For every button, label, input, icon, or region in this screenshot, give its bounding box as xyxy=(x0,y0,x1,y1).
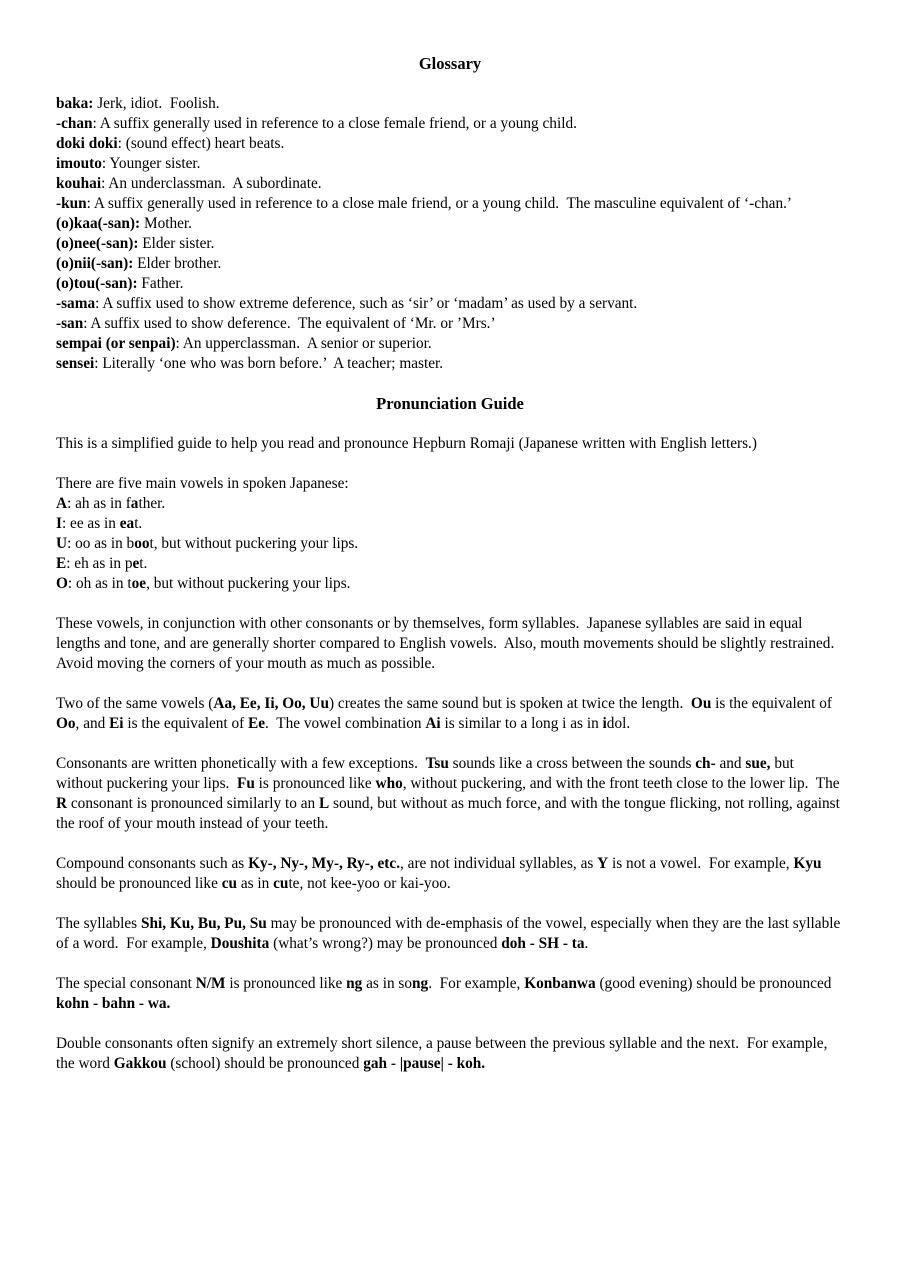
bold-text: gah - |pause| - koh. xyxy=(363,1055,486,1072)
bold-text: (o)nee(-san): xyxy=(56,235,139,252)
glossary-heading: Glossary xyxy=(418,54,482,73)
bold-text: a xyxy=(130,495,139,512)
bold-text: Tsu xyxy=(425,755,449,772)
bold-text: Doushita xyxy=(210,935,270,952)
glossary-entry xyxy=(56,194,844,214)
glossary-entry xyxy=(56,354,844,374)
text-line xyxy=(56,614,844,674)
bold-text: kohn - bahn - wa. xyxy=(56,995,171,1012)
plain-text: ) creates the same sound but is spoken at twice the length. xyxy=(328,695,691,712)
bold-text: sempai (or senpai) xyxy=(56,335,176,352)
plain-text: is the equivalent of xyxy=(123,715,249,732)
plain-text: There are five main vowels in spoken Japanese: xyxy=(56,475,349,492)
bold-text: I xyxy=(56,515,62,532)
plain-text: : An underclassman. A subordinate. xyxy=(101,175,322,192)
plain-text: : eh as in p xyxy=(66,555,133,572)
plain-text: is not a vowel. For example, xyxy=(608,855,794,872)
bold-text: cu xyxy=(273,875,289,892)
bold-text: e xyxy=(132,555,140,572)
bold-text: cu xyxy=(221,875,237,892)
text-line xyxy=(56,854,844,894)
plain-text: : ah as in f xyxy=(67,495,131,512)
plain-text: as in xyxy=(237,875,274,892)
bold-text: O xyxy=(56,575,68,592)
paragraph xyxy=(56,614,844,674)
plain-text: is pronounced like xyxy=(225,975,347,992)
bold-text: -kun xyxy=(56,195,87,212)
text-line xyxy=(56,754,844,834)
plain-text: These vowels, in conjunction with other consonants or by themselves, form syllables. Japanese syllables are said in equal lengths and tone, and are generally shorter compared to English vowels. Also, mouth movements should be slightly restrained. Avoid moving the corners of your mouth as much as possible. xyxy=(56,615,842,672)
bold-text: Fu xyxy=(237,775,255,792)
bold-text: oo xyxy=(134,535,150,552)
bold-text: Shi, Ku, Bu, Pu, Su xyxy=(140,915,267,932)
bold-text: Ou xyxy=(690,695,712,712)
paragraph xyxy=(56,914,844,954)
bold-text: R xyxy=(56,795,68,812)
glossary-entries xyxy=(56,94,844,374)
glossary-entry xyxy=(56,274,844,294)
plain-text: (good evening) should be pronounced xyxy=(595,975,836,992)
plain-text: ther. xyxy=(138,495,166,512)
glossary-entry xyxy=(56,114,844,134)
glossary-entry xyxy=(56,254,844,274)
bold-text: (o)kaa(-san): xyxy=(56,215,141,232)
bold-text: (o)nii(-san): xyxy=(56,255,134,272)
plain-text: The syllables xyxy=(56,915,141,932)
plain-text: Father. xyxy=(137,275,184,292)
glossary-entry xyxy=(56,134,844,154)
bold-text: doh - SH - ta xyxy=(501,935,585,952)
glossary-entry xyxy=(56,314,844,334)
plain-text: : (sound effect) heart beats. xyxy=(117,135,285,152)
plain-text: : A suffix used to show deference. The equivalent of ‘Mr. or ’Mrs.’ xyxy=(83,315,496,332)
text-line xyxy=(56,474,844,494)
plain-text: : Literally ‘one who was born before.’ A teacher; master. xyxy=(94,355,444,372)
bold-text: Ai xyxy=(425,715,441,732)
bold-text: Ee xyxy=(248,715,266,732)
plain-text: , and xyxy=(75,715,110,732)
plain-text: Consonants are written phonetically with a few exceptions. xyxy=(56,755,426,772)
plain-text: sounds like a cross between the sounds xyxy=(448,755,696,772)
paragraph xyxy=(56,974,844,1014)
bold-text: baka: xyxy=(56,95,94,112)
bold-text: Aa, Ee, Ii, Oo, Uu xyxy=(213,695,329,712)
bold-text: -sama xyxy=(56,295,96,312)
bold-text: ng xyxy=(412,975,429,992)
bold-text: N/M xyxy=(195,975,226,992)
text-line xyxy=(56,974,844,1014)
bold-text: Ei xyxy=(109,715,124,732)
bold-text: imouto xyxy=(56,155,102,172)
plain-text: t. xyxy=(134,515,143,532)
pronunciation-heading: Pronunciation Guide xyxy=(376,394,524,413)
bold-text: Oo xyxy=(56,715,76,732)
paragraph xyxy=(56,1034,844,1074)
text-line xyxy=(56,914,844,954)
plain-text: . For example, xyxy=(428,975,525,992)
bold-text: -san xyxy=(56,315,84,332)
plain-text: . xyxy=(584,935,589,952)
plain-text: : A suffix generally used in reference to a close male friend, or a young child. The masculine equivalent of ‘-chan.’ xyxy=(86,195,793,212)
text-line xyxy=(56,1034,844,1074)
plain-text: The special consonant xyxy=(56,975,196,992)
bold-text: (o)tou(-san): xyxy=(56,275,138,292)
plain-text: : oo as in b xyxy=(67,535,135,552)
glossary-entry xyxy=(56,234,844,254)
plain-text: may be pronounced with de-emphasis of the vowel, especially when they are the last syllable of a word. For example, xyxy=(56,915,845,952)
bold-text: L xyxy=(319,795,330,812)
bold-text: Gakkou xyxy=(113,1055,167,1072)
plain-text: , but without puckering your lips. xyxy=(146,575,351,592)
plain-text: t. xyxy=(139,555,148,572)
plain-text: : An upperclassman. A senior or superior. xyxy=(175,335,432,352)
bold-text: oe xyxy=(131,575,147,592)
bold-text: kouhai xyxy=(56,175,102,192)
plain-text: : Younger sister. xyxy=(101,155,201,172)
plain-text: should be pronounced like xyxy=(56,855,826,892)
glossary-entry xyxy=(56,334,844,354)
plain-text: : ee as in xyxy=(61,515,120,532)
plain-text: , are not individual syllables, as xyxy=(400,855,598,872)
text-line xyxy=(56,494,844,514)
plain-text: : oh as in t xyxy=(67,575,132,592)
paragraph xyxy=(56,754,844,834)
bold-text: Y xyxy=(597,855,609,872)
glossary-entry xyxy=(56,294,844,314)
plain-text: and xyxy=(715,755,746,772)
plain-text: : A suffix generally used in reference to a close female friend, or a young child. xyxy=(92,115,577,132)
bold-text: U xyxy=(56,535,68,552)
plain-text: Compound consonants such as xyxy=(56,855,249,872)
plain-text: te, not kee-yoo or kai-yoo. xyxy=(288,875,451,892)
glossary-entry xyxy=(56,214,844,234)
bold-text: E xyxy=(56,555,67,572)
bold-text: who xyxy=(375,775,403,792)
plain-text: sound, but without as much force, and with the tongue flicking, not rolling, against the roof of your mouth instead of your teeth. xyxy=(56,795,844,832)
plain-text: Elder sister. xyxy=(138,235,215,252)
bold-text: ea xyxy=(119,515,135,532)
glossary-entry xyxy=(56,154,844,174)
text-line xyxy=(56,514,844,534)
text-line xyxy=(56,534,844,554)
plain-text: Mother. xyxy=(140,215,192,232)
plain-text: is the equivalent of xyxy=(711,695,836,712)
plain-text: This is a simplified guide to help you read and pronounce Hepburn Romaji (Japanese written with English letters.) xyxy=(56,435,757,452)
paragraph xyxy=(56,854,844,894)
glossary-entry xyxy=(56,94,844,114)
plain-text: t, but without puckering your lips. xyxy=(149,535,359,552)
paragraph xyxy=(56,474,844,594)
plain-text: Jerk, idiot. Foolish. xyxy=(93,95,220,112)
bold-text: Ky-, Ny-, My-, Ry-, etc. xyxy=(248,855,401,872)
plain-text: is pronounced like xyxy=(254,775,376,792)
bold-text: i xyxy=(602,715,607,732)
plain-text: dol. xyxy=(606,715,631,732)
bold-text: doki doki xyxy=(56,135,118,152)
plain-text: : A suffix used to show extreme deference, such as ‘sir’ or ‘madam’ as used by a servant. xyxy=(95,295,638,312)
pronunciation-paragraphs xyxy=(56,434,844,1074)
bold-text: sensei xyxy=(56,355,95,372)
bold-text: -chan xyxy=(56,115,93,132)
text-line xyxy=(56,694,844,734)
text-line xyxy=(56,574,844,594)
bold-text: Konbanwa xyxy=(524,975,596,992)
plain-text: as in so xyxy=(362,975,413,992)
bold-text: Kyu xyxy=(793,855,822,872)
bold-text: A xyxy=(56,495,68,512)
bold-text: ng xyxy=(346,975,363,992)
bold-text: sue, xyxy=(745,755,771,772)
glossary-entry xyxy=(56,174,844,194)
bold-text: ch- xyxy=(695,755,716,772)
plain-text: Elder brother. xyxy=(133,255,222,272)
plain-text: Double consonants often signify an extremely short silence, a pause between the previous syllable and the next. For example, the word xyxy=(56,1035,832,1072)
plain-text: . The vowel combination xyxy=(265,715,426,732)
text-line xyxy=(56,434,844,454)
plain-text: Two of the same vowels ( xyxy=(56,695,214,712)
plain-text: but without puckering your lips. xyxy=(56,755,798,792)
plain-text: consonant is pronounced similarly to an xyxy=(67,795,319,812)
paragraph xyxy=(56,434,844,454)
plain-text: , without puckering, and with the front teeth close to the lower lip. The xyxy=(402,775,844,792)
plain-text: is similar to a long i as in xyxy=(440,715,603,732)
paragraph xyxy=(56,694,844,734)
plain-text: (what’s wrong?) may be pronounced xyxy=(269,935,502,952)
plain-text: (school) should be pronounced xyxy=(166,1055,364,1072)
text-line xyxy=(56,554,844,574)
